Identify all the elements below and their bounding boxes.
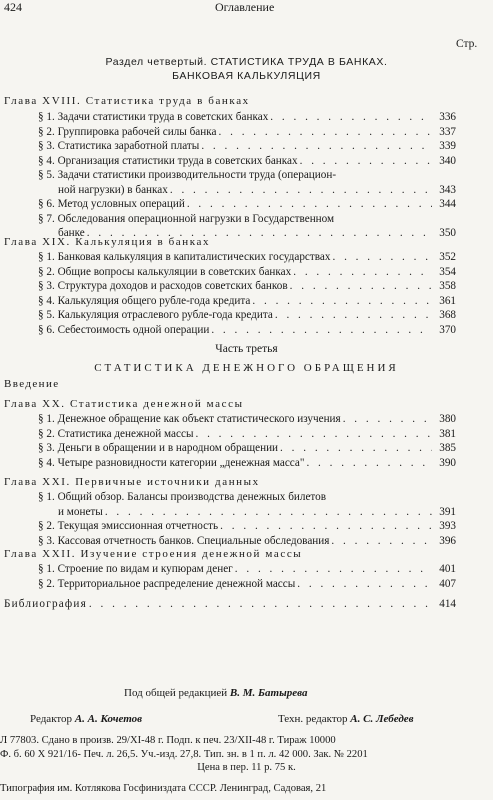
toc-item: § 2. Статистика денежной массы . . . 381 (38, 428, 456, 443)
page-column-label: Стр. (456, 38, 478, 50)
toc-item: § 3. Деньги в обращении и в народном обращении . . . 385 (38, 442, 456, 457)
part-label: Часть третья (215, 343, 278, 355)
toc-item: § 5. Задачи статистики производительности труда (операцион- (38, 169, 337, 181)
section-title-line1: Раздел четвертый. СТАТИСТИКА ТРУДА В БАНКАХ. (105, 56, 388, 68)
page-number: 424 (4, 0, 22, 14)
toc-item: § 6. Себестоимость одной операции . . . 370 (38, 324, 456, 339)
toc-item: § 7. Обследования операционной нагрузки в Государственном (38, 212, 335, 225)
toc-item: § 5. Калькуляция отраслевого рубле-года кредита . . . 368 (38, 309, 456, 324)
printer-line: Типография им. Котлякова Госфиниздата СССР. Ленинград, Садовая, 21 (0, 783, 327, 794)
imprint-line-1: Л 77803. Сдано в произв. 29/XI-48 г. Подп. к печ. 23/XII-48 г. Тираж 10000 (0, 735, 336, 746)
price-line: Цена в пер. 11 р. 75 к. (197, 762, 296, 773)
chapter-heading-20: Глава XX. Статистика денежной массы (4, 398, 244, 410)
toc-item: § 6. Метод условных операций . . . 344 (38, 198, 456, 213)
bibliography-row: Библиография . . . 414 (4, 598, 456, 610)
toc-item: § 2. Текущая эмиссионная отчетность . . . 393 (38, 520, 456, 535)
chapter-heading-18: Глава XVIII. Статистика труда в банках (4, 95, 250, 107)
toc-item: § 2. Группировка рабочей силы банка . . . 337 (38, 126, 456, 141)
toc-item: § 4. Организация статистики труда в советских банках . . . 340 (38, 155, 456, 170)
toc-list-ch19 (38, 251, 456, 338)
editor-name: А. А. Кочетов (74, 713, 143, 725)
imprint-line-2: Ф. б. 60 X 921/16- Печ. л. 26,5. Уч.-изд. 27,8. Тип. зн. в 1 п. л. 42 000. Зак. № 2201 (0, 749, 368, 760)
toc-item-continuation: банке . . . 350 (38, 227, 456, 242)
toc-item: § 3. Кассовая отчетность банков. Специальные обследования . . . 396 (38, 535, 456, 550)
toc-item: § 1. Денежное обращение как объект статистического изучения . . . 380 (38, 413, 456, 428)
toc-item-continuation: и монеты . . . 391 (38, 506, 456, 521)
general-editor-line: Под общей редакцией В. М. Батырева (124, 687, 308, 699)
toc-item-continuation: ной нагрузки) в банках . . . 343 (38, 184, 456, 199)
tech-editor-name: А. С. Лебедев (350, 713, 414, 725)
section-title-line2: БАНКОВАЯ КАЛЬКУЛЯЦИЯ (172, 70, 321, 82)
general-editor-name: В. М. Батырева (229, 687, 308, 699)
toc-item: § 3. Статистика заработной платы . . . 339 (38, 140, 456, 155)
chapter-heading-22: Глава XXII. Изучение строения денежной массы (4, 548, 303, 560)
chapter-heading-19: Глава XIX. Калькуляция в банках (4, 236, 211, 248)
toc-item: § 2. Территориальное распределение денежной массы . . . 407 (38, 578, 456, 593)
toc-list-ch22 (38, 563, 456, 592)
toc-item: § 4. Калькуляция общего рубле-года кредита . . . 361 (38, 295, 456, 310)
chapter-heading-21: Глава XXI. Первичные источники данных (4, 476, 260, 488)
toc-item: § 1. Строение по видам и купюрам денег . . . 401 (38, 563, 456, 578)
toc-item: § 1. Общий обзор. Балансы производства денежных билетов (38, 491, 327, 503)
toc-list-ch18 (38, 111, 456, 242)
editor-line: Редактор А. А. Кочетов (30, 713, 143, 725)
toc-item: § 2. Общие вопросы калькуляции в советских банках . . . 354 (38, 266, 456, 281)
running-title: Оглавление (215, 0, 275, 14)
toc-list-ch21 (38, 491, 456, 549)
tech-editor-line: Техн. редактор А. С. Лебедев (278, 713, 414, 725)
toc-item: § 4. Четыре разновидности категории „денежная масса" . . . 390 (38, 457, 456, 472)
toc-item: § 1. Задачи статистики труда в советских банках . . . 336 (38, 111, 456, 126)
part-title: СТАТИСТИКА ДЕНЕЖНОГО ОБРАЩЕНИЯ (94, 362, 399, 374)
introduction-heading: Введение (4, 378, 60, 390)
toc-item: § 1. Банковая калькуляция в капиталистических государствах . . . 352 (38, 251, 456, 266)
toc-list-ch20 (38, 413, 456, 471)
toc-item: § 3. Структура доходов и расходов советских банков . . . 358 (38, 280, 456, 295)
